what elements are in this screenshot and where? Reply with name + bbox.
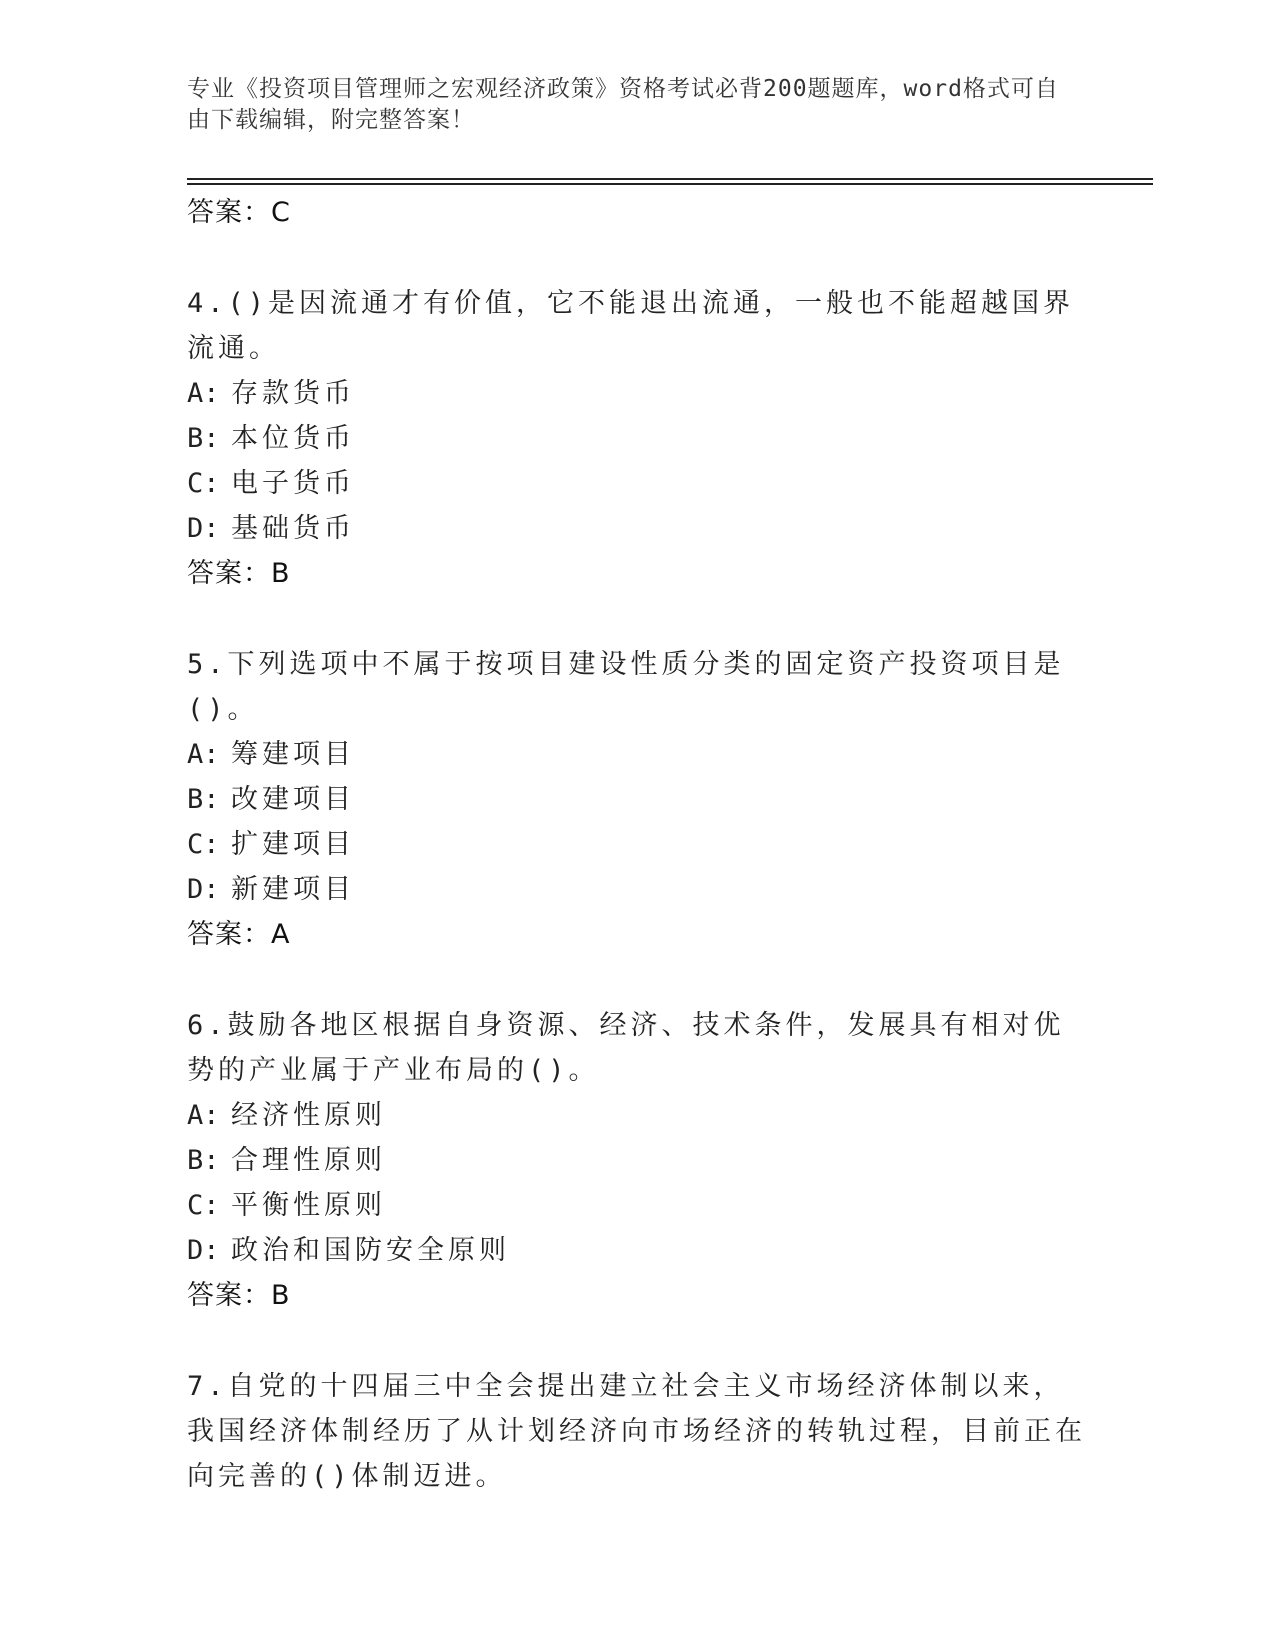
option-c [187,822,1087,867]
option-text: 扩建项目 [231,829,355,860]
option-text: 改建项目 [231,784,355,815]
option-b [187,1138,1087,1183]
option-key: A: [187,378,220,409]
option-key: D: [187,1235,220,1266]
header-rule-top [187,178,1153,180]
option-text: 新建项目 [231,874,355,905]
option-c [187,461,1087,506]
answer-line: 答案：B [187,1280,291,1311]
question-text: 6.鼓励各地区根据自身资源、经济、技术条件，发展具有相对优势的产业属于产业布局的()。 [187,1010,1065,1086]
option-d [187,506,1087,551]
option-key: D: [187,874,220,905]
option-text: 电子货币 [231,468,355,499]
option-b [187,416,1087,461]
option-c [187,1183,1087,1228]
option-text: 本位货币 [231,423,355,454]
answer-line: 答案：A [187,919,291,950]
question-text: 7.自党的十四届三中全会提出建立社会主义市场经济体制以来，我国经济体制经历了从计划经济向市场经济的转轨过程，目前正在向完善的()体制迈进。 [187,1371,1086,1492]
question-text: 4.()是因流通才有价值，它不能退出流通，一般也不能超越国界流通。 [187,288,1075,364]
question-block [187,1364,1087,1499]
option-d [187,867,1087,912]
answer-line: 答案：B [187,558,291,589]
option-key: B: [187,784,220,815]
document-header [187,74,1067,136]
option-key: B: [187,423,220,454]
option-text: 合理性原则 [231,1145,386,1176]
question-block [187,1003,1087,1318]
question-text: 5.下列选项中不属于按项目建设性质分类的固定资产投资项目是()。 [187,649,1065,725]
option-b [187,777,1087,822]
option-text: 经济性原则 [231,1100,386,1131]
option-key: C: [187,1190,220,1221]
option-text: 平衡性原则 [231,1190,386,1221]
option-a [187,1093,1087,1138]
question-block [187,642,1087,957]
option-d [187,1228,1087,1273]
option-text: 基础货币 [231,513,355,544]
option-key: C: [187,829,220,860]
header-rule-bottom [187,183,1153,185]
question-block [187,281,1087,596]
option-text: 存款货币 [231,378,355,409]
option-text: 筹建项目 [231,739,355,770]
option-key: D: [187,513,220,544]
option-key: B: [187,1145,220,1176]
document-body [187,190,1087,1499]
option-text: 政治和国防安全原则 [231,1235,510,1266]
answer-line: 答案：C [187,197,291,228]
header-title: 专业《投资项目管理师之宏观经济政策》资格考试必背200题题库，word格式可自由下载编辑，附完整答案！ [187,76,1059,133]
option-a [187,371,1087,416]
option-key: A: [187,739,220,770]
option-key: C: [187,468,220,499]
option-a [187,732,1087,777]
option-key: A: [187,1100,220,1131]
